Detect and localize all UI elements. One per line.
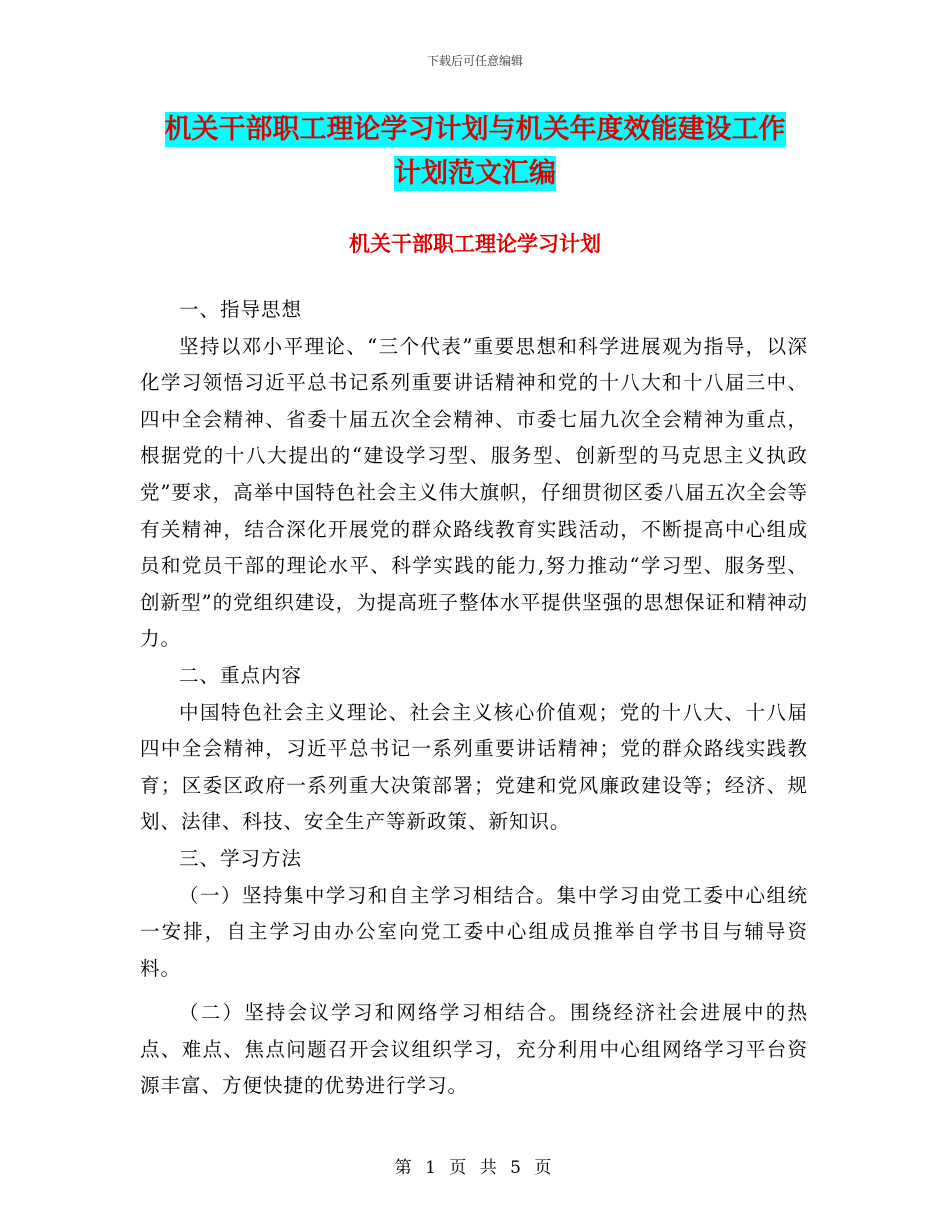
title-line-2: 计划范文汇编 xyxy=(394,158,556,189)
page-footer: 第 1 页 共 5 页 xyxy=(394,1158,556,1178)
heading-study-methods: 三、学习方法 xyxy=(179,846,303,870)
paragraph-method-1: （一）坚持集中学习和自主学习相结合。集中学习由党工委中心组统一安排，自主学习由办公室向党工委中心组成员推举自学书目与辅导资料。 xyxy=(140,883,808,980)
paragraph-method-2: （二）坚持会议学习和网络学习相结合。围绕经济社会进展中的热点、难点、焦点问题召开会议组织学习，充分利用中心组网络学习平台资源丰富、方便快捷的优势进行学习。 xyxy=(140,1001,808,1098)
document-title xyxy=(140,108,810,196)
header-note: 下载后可任意编辑 xyxy=(426,54,523,68)
section-title: 机关干部职工理论学习计划 xyxy=(349,232,601,256)
title-line-1: 机关干部职工理论学习计划与机关年度效能建设工作 xyxy=(164,114,786,145)
paragraph-guiding-ideology: 坚持以邓小平理论、“三个代表”重要思想和科学进展观为指导，以深化学习领悟习近平总书记系列重要讲话精神和党的十八大和十八届三中、四中全会精神、省委十届五次全会精神、市委七届九次全会精神为重点，根据党的十八大提出的“建设学习型、服务型、创新型的马克思主义执政党”要求，高举中国特色社会主义伟大旗帜，仔细贯彻区委八届五次全会等有关精神，结合深化开展党的群众路线教育实践活动，不断提高中心组成员和党员干部的理论水平、科学实践的能力,努力推动“学习型、服务型、创新型”的党组织建设，为提高班子整体水平提供坚强的思想保证和精神动力。 xyxy=(140,334,808,651)
paragraph-key-content: 中国特色社会主义理论、社会主义核心价值观；党的十八大、十八届四中全会精神，习近平总书记一系列重要讲话精神；党的群众路线实践教育；区委区政府一系列重大决策部署；党建和党风廉政建设等；经济、规划、法律、科技、安全生产等新政策、新知识。 xyxy=(140,700,808,834)
document-body xyxy=(140,292,808,1105)
heading-key-content: 二、重点内容 xyxy=(179,663,303,687)
heading-guiding-ideology: 一、指导思想 xyxy=(179,298,303,321)
